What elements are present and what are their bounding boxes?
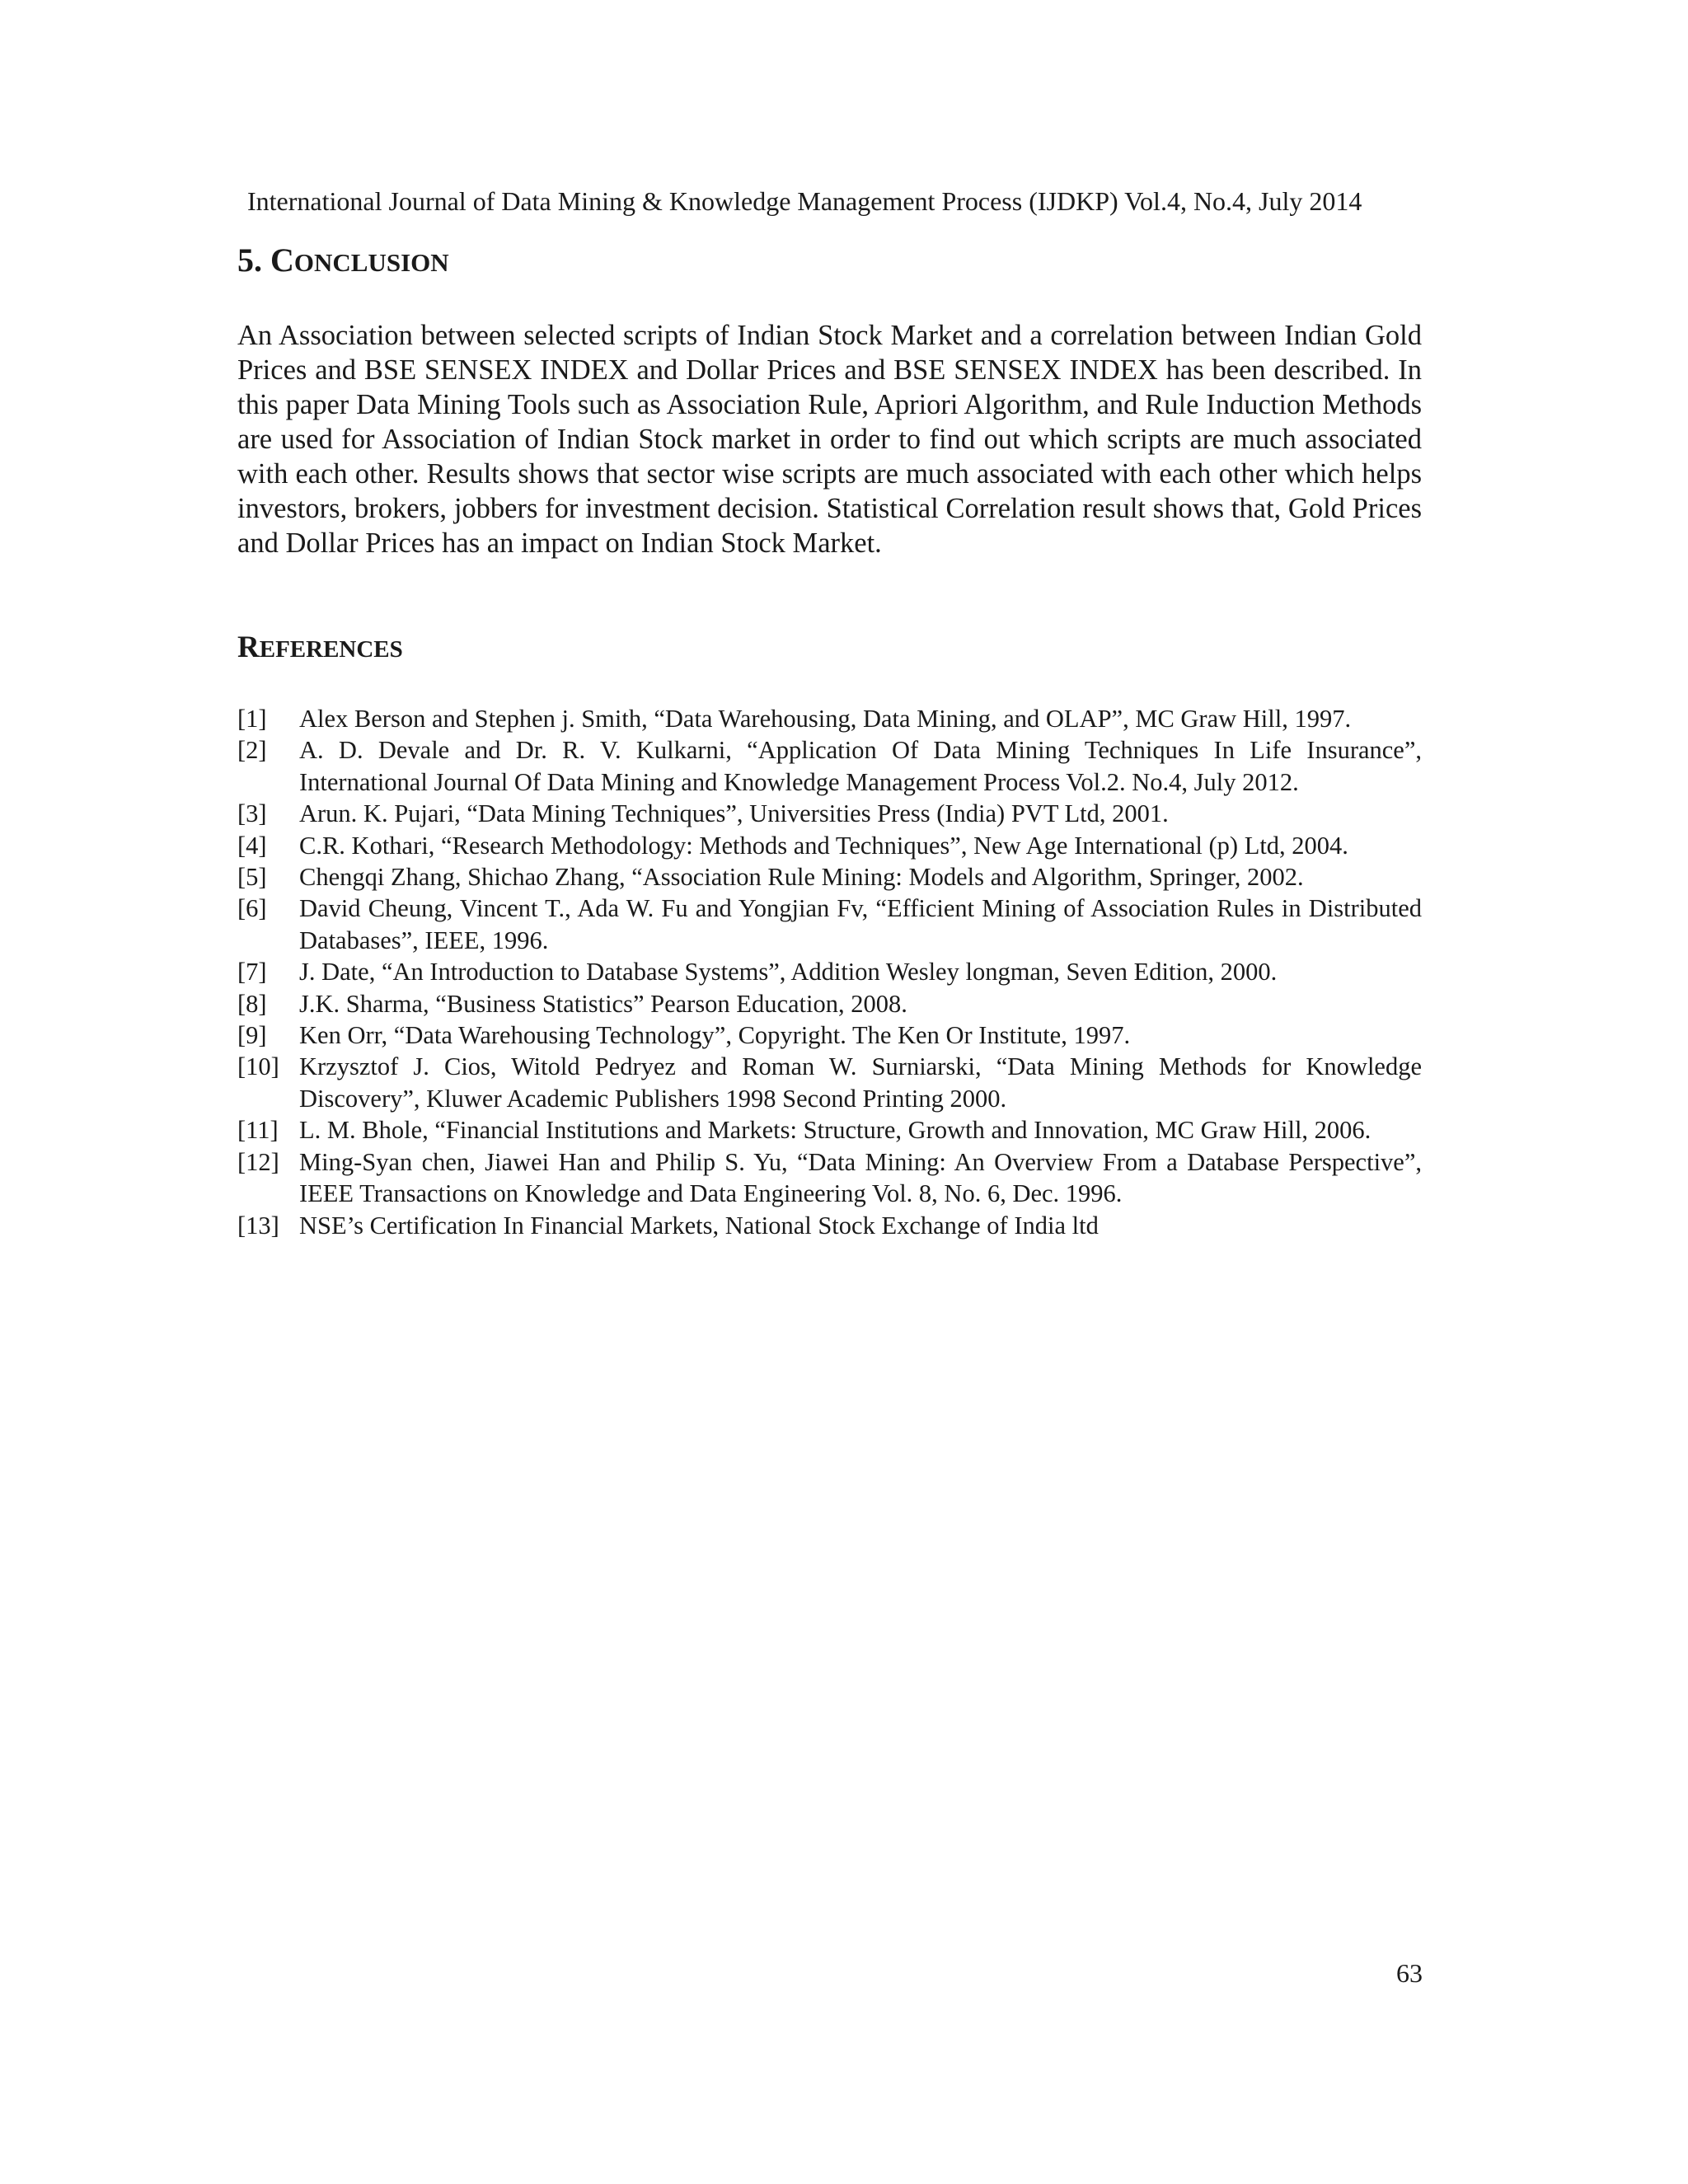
heading-rest: EFERENCES [259, 636, 403, 663]
running-header: International Journal of Data Mining & Knowledge Management Process (IJDKP) Vol.4, No.4, July 2014 [247, 186, 1362, 216]
reference-number: [1] [237, 705, 267, 733]
reference-text: Ken Orr, “Data Warehousing Technology”, Copyright. The Ken Or Institute, 1997. [299, 1021, 1131, 1050]
reference-text: NSE’s Certification In Financial Markets, National Stock Exchange of India ltd [299, 1211, 1099, 1240]
reference-text: J.K. Sharma, “Business Statistics” Pearson Education, 2008. [299, 989, 907, 1018]
reference-item [237, 956, 1422, 987]
reference-item [237, 830, 1422, 861]
reference-text: C.R. Kothari, “Research Methodology: Methods and Techniques”, New Age International (p) Ltd, 2004. [299, 831, 1348, 860]
reference-number: [9] [237, 1021, 267, 1050]
reference-item [237, 893, 1422, 956]
reference-item [237, 1114, 1422, 1146]
heading-rest: ONCLUSION [293, 248, 449, 277]
reference-text: David Cheung, Vincent T., Ada W. Fu and Yongjian Fv, “Efficient Mining of Association Rules in Distributed Databases”, IEEE, 1996. [299, 894, 1422, 954]
reference-number: [12] [237, 1147, 279, 1176]
reference-text: Ming-Syan chen, Jiawei Han and Philip S. Yu, “Data Mining: An Overview From a Database Perspective”, IEEE Transactions on Knowledge and Data Engineering Vol. 8, No. 6, Dec. 1996. [299, 1147, 1422, 1208]
reference-text: Alex Berson and Stephen j. Smith, “Data Warehousing, Data Mining, and OLAP”, MC Graw Hill, 1997. [299, 705, 1352, 733]
reference-item [237, 861, 1422, 893]
reference-text: L. M. Bhole, “Financial Institutions and Markets: Structure, Growth and Innovation, MC Graw Hill, 2006. [299, 1116, 1372, 1145]
reference-text: Chengqi Zhang, Shichao Zhang, “Association Rule Mining: Models and Algorithm, Springer, 2002. [299, 863, 1304, 892]
reference-text: A. D. Devale and Dr. R. V. Kulkarni, “Application Of Data Mining Techniques In Life Insurance”, International Journal Of Data Mining and Knowledge Management Process Vol.2. No.4, July 2012. [299, 736, 1422, 796]
reference-text: Krzysztof J. Cios, Witold Pedryez and Roman W. Surniarski, “Data Mining Methods for Knowledge Discovery”, Kluwer Academic Publishers 1998 Second Printing 2000. [299, 1052, 1422, 1113]
reference-number: [5] [237, 863, 267, 892]
conclusion-heading [237, 239, 449, 284]
section-number: 5. [237, 241, 270, 279]
page-number: 63 [1396, 1958, 1423, 1988]
heading-initial: C [270, 241, 294, 279]
reference-text: J. Date, “An Introduction to Database Systems”, Addition Wesley longman, Seven Edition, 2000. [299, 958, 1278, 987]
reference-item [237, 703, 1422, 734]
reference-number: [13] [237, 1211, 279, 1240]
reference-item [237, 1146, 1422, 1210]
reference-number: [3] [237, 799, 267, 828]
reference-number: [2] [237, 736, 267, 765]
reference-number: [8] [237, 989, 267, 1018]
reference-item [237, 1019, 1422, 1051]
reference-number: [10] [237, 1052, 279, 1081]
references-heading [237, 628, 403, 669]
reference-item [237, 988, 1422, 1019]
reference-number: [11] [237, 1116, 279, 1145]
reference-text: Arun. K. Pujari, “Data Mining Techniques”, Universities Press (India) PVT Ltd, 2001. [299, 799, 1169, 828]
reference-list [237, 703, 1422, 1241]
conclusion-paragraph: An Association between selected scripts of Indian Stock Market and a correlation between Indian Gold Prices and BSE SENSEX INDEX and Dollar Prices and BSE SENSEX INDEX has been described. In this paper Data Mining Tools such as Association Rule, Apriori Algorithm, and Rule Induction Methods are used for Association of Indian Stock market in order to find out which scripts are much associated with each other. Results shows that sector wise scripts are much associated with each other which helps investors, brokers, jobbers for investment decision. Statistical Correlation result shows that, Gold Prices and Dollar Prices has an impact on Indian Stock Market. [237, 320, 1422, 559]
reference-item [237, 798, 1422, 829]
reference-item [237, 734, 1422, 798]
reference-number: [6] [237, 894, 267, 923]
reference-item [237, 1051, 1422, 1114]
reference-item [237, 1210, 1422, 1241]
reference-number: [7] [237, 958, 267, 987]
heading-initial: R [237, 630, 260, 664]
reference-number: [4] [237, 831, 267, 860]
